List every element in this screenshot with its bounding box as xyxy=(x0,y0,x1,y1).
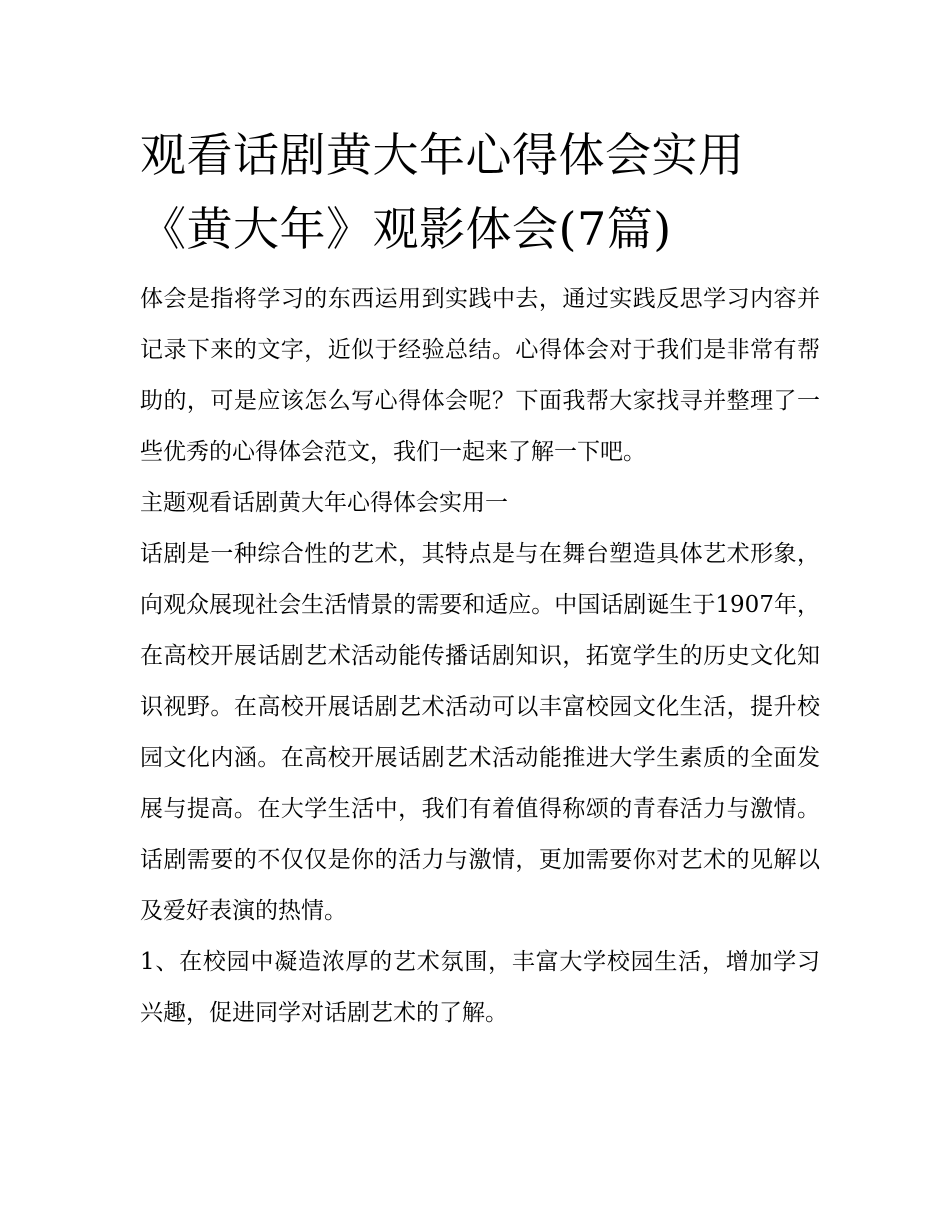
intro-paragraph: 体会是指将学习的东西运用到实践中去，通过实践反思学习内容并记录下来的文字，近似于经验总结。心得体会对于我们是非常有帮助的，可是应该怎么写心得体会呢？下面我帮大家找寻并整理了一些优秀的心得体会范文，我们一起来了解一下吧。 xyxy=(140,286,820,465)
document-title xyxy=(140,118,820,266)
title-line-2: 《黄大年》观影体会(7篇) xyxy=(140,202,672,256)
section-heading: 主题观看话剧黄大年心得体会实用一 xyxy=(140,490,508,516)
list-item-paragraph: 1、在校园中凝造浓厚的艺术氛围，丰富大学校园生活，增加学习兴趣，促进同学对话剧艺术的了解。 xyxy=(140,949,820,1026)
document-body xyxy=(140,118,820,1039)
document-paragraphs xyxy=(140,274,820,1039)
title-line-1: 观看话剧黄大年心得体会实用 xyxy=(140,128,745,182)
body-paragraph: 话剧是一种综合性的艺术，其特点是与在舞台塑造具体艺术形象，向观众展现社会生活情景的需要和适应。中国话剧诞生于1907年，在高校开展话剧艺术活动能传播话剧知识，拓宽学生的历史文化知识视野。在高校开展话剧艺术活动可以丰富校园文化生活，提升校园文化内涵。在高校开展话剧艺术活动能推进大学生素质的全面发展与提高。在大学生活中，我们有着值得称颂的青春活力与激情。话剧需要的不仅仅是你的活力与激情，更加需要你对艺术的见解以及爱好表演的热情。 xyxy=(140,541,820,924)
